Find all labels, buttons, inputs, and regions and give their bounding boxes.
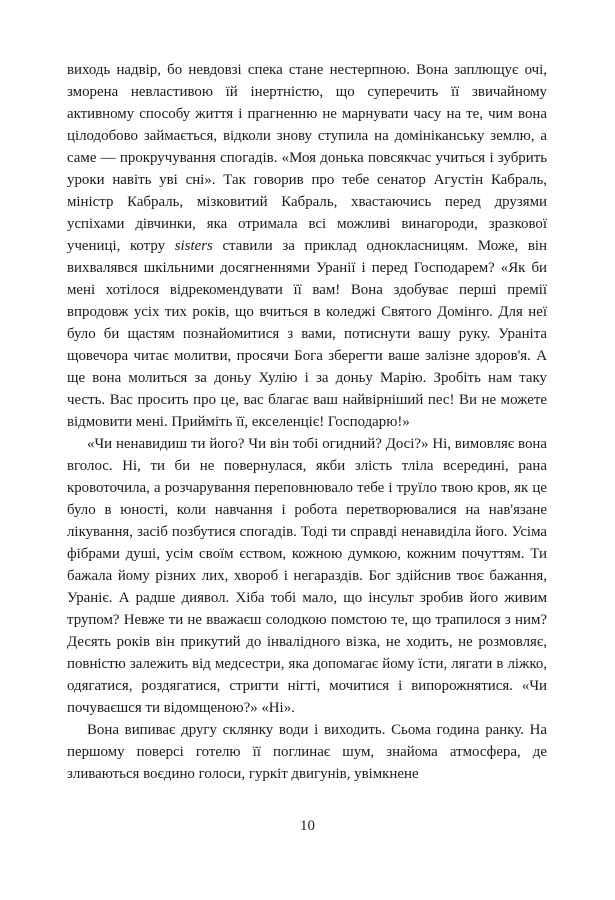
body-text [67,59,547,785]
paragraph-3 [67,719,547,785]
paragraph-2 [67,433,547,719]
paragraph-3-text: Вона випиває другу склянку води і виходить. Сьома година ранку. На першому поверсі готелю її поглинає шум, знайома атмосфера, де зливаються воєдино голоси, гуркіт двигунів, увімкнене [67,722,547,782]
paragraph-1 [67,59,547,433]
paragraph-2-text: «Чи ненавидиш ти його? Чи він тобі огидний? Досі?» Ні, вимовляє вона вголос. Ні, ти би не повернулася, якби злість тліла всередині, рана кровоточила, а розчарування переповнювало тебе і труїло твою кров, як це було в юності, коли навчання і робота перетворювалися на нав'язане лікування, засіб позбутися спогадів. Тоді ти справді ненавиділа його. Усіма фібрами душі, усім своїм єством, кожною думкою, кожним почуттям. Ти бажала йому різних лих, хвороб і негараздів. Бог здійснив твоє бажання, Ураніє. А радше диявол. Хіба тобі мало, що інсульт зробив його живим трупом? Невже ти не вважаєш солодкою помстою те, що трапилося з ним? Десять років він прикутий до інвалідного візка, не ходить, не розмовляє, повністю залежить від медсестри, яка допомагає йому їсти, лягати в ліжко, одягатися, роздягатися, стригти нігті, мочитися і випорожнятися. «Чи почуваєшся ти відомщеною?» «Ні». [67,436,547,716]
paragraph-1-part-1: виходь надвір, бо невдовзі спека стане нестерпною. Вона заплющує очі, зморена невластивою їй інертністю, що суперечить її звичайному активному способу життя і прагненню не марнувати часу на те, чим вона цілодобово займається, відколи знову ступила на домініканську землю, а саме — прокручування спогадів. «Моя донька повсякчас учиться і зубрить уроки навіть уві сні». Так говорив про тебе сенатор Агустін Кабраль, міністр Кабраль, мізковитий Кабраль, хвастаючись перед друзями успіхами дівчинки, яка отримала всі можливі винагороди, зразкової учениці, котру [67,62,547,254]
paragraph-1-part-2: ставили за приклад однокласницям. Може, він вихвалявся шкільними досягненнями Уранії і перед Господарем? «Як би мені хотілося відрекомендувати її вам! Вона здобуває перші премії впродовж усіх тих років, що вчиться в коледжі Святого Домінго. Для неї було би щастям познайомитися з вами, потиснути вашу руку. Ураніта щовечора читає молитви, просячи Бога зберегти ваше залізне здоров'я. А ще вона молиться за доньу Хулію і за доньу Марію. Зробіть нам таку честь. Вас просить про це, вас благає ваш найвірніший пес! Ви не можете відмовити мені. Прийміть її, екселенціє! Господарю!» [67,238,547,430]
page-number: 10 [300,818,315,834]
sisters-word: sisters [174,238,213,254]
